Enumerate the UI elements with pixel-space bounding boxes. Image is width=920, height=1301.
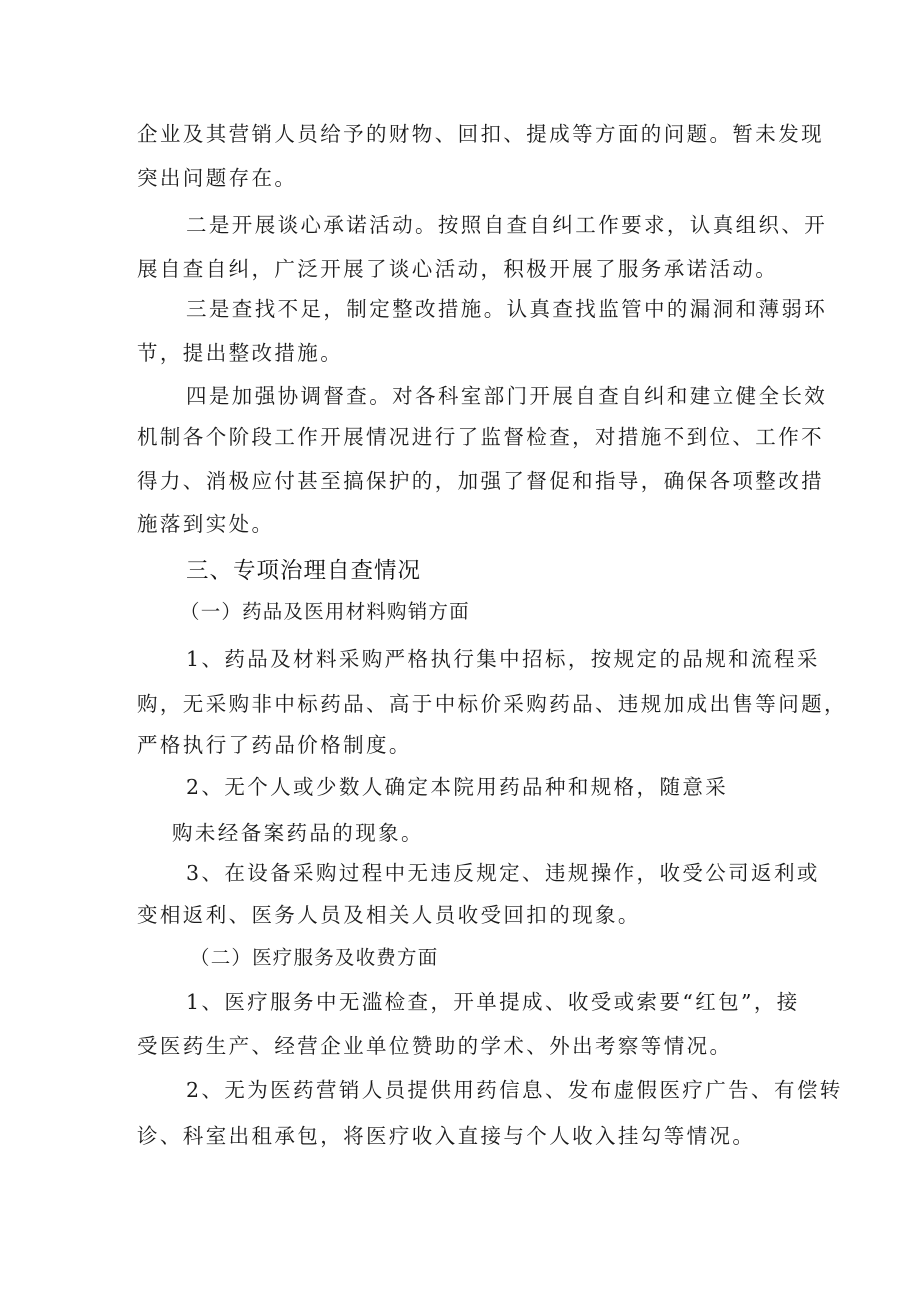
list-item-line: 诊、科室出租承包，将医疗收入直接与个人收入挂勾等情况。 [137,1124,756,1148]
paragraph-line: 施落到实处。 [137,512,275,536]
list-item-line: 变相返利、医务人员及相关人员收受回扣的现象。 [137,903,641,927]
list-item-line: 受医药生产、经营企业单位赞助的学术、外出考察等情况。 [137,1034,733,1058]
list-item-line: 2、无个人或少数人确定本院用药品种和规格，随意采 [186,775,729,799]
paragraph-line: 节，提出整改措施。 [137,341,344,365]
paragraph-line: 突出问题存在。 [137,166,298,190]
paragraph-line: 四是加强协调督查。对各科室部门开展自查自纠和建立健全长效 [186,384,828,408]
subsection-title: （二）医疗服务及收费方面 [190,946,439,969]
list-item-line: 3、在设备采购过程中无违反规定、违规操作，收受公司返利或 [186,861,820,885]
section-heading: 三、专项治理自查情况 [186,558,422,584]
paragraph-line: 展自查自纠，广泛开展了谈心活动，积极开展了服务承诺活动。 [137,257,779,281]
list-item-line: 严格执行了药品价格制度。 [137,733,412,757]
list-item-line: 1、药品及材料采购严格执行集中招标，按规定的品规和流程采 [186,647,820,671]
paragraph-line: 得力、消极应付甚至搞保护的，加强了督促和指导，确保各项整改措 [137,469,824,493]
subsection-title: （一）药品及医用材料购销方面 [180,600,470,623]
list-item-line: 购未经备案药品的现象。 [172,821,424,845]
paragraph-line: 机制各个阶段工作开展情况进行了监督检查，对措施不到位、工作不 [137,425,824,449]
list-item-line: 购，无采购非中标药品、高于中标价采购药品、违规加成出售等问题， [137,692,847,716]
paragraph-line: 三是查找不足，制定整改措施。认真查找监管中的漏洞和薄弱环 [186,297,828,321]
list-item-line: 1、医疗服务中无滥检查，开单提成、收受或索要“红包”，接 [186,990,800,1014]
paragraph-line: 二是开展谈心承诺活动。按照自查自纠工作要求，认真组织、开 [186,213,828,237]
list-item-line: 2、无为医药营销人员提供用药信息、发布虚假医疗广告、有偿转 [186,1078,843,1102]
paragraph-line: 企业及其营销人员给予的财物、回扣、提成等方面的问题。暂未发现 [137,122,824,146]
